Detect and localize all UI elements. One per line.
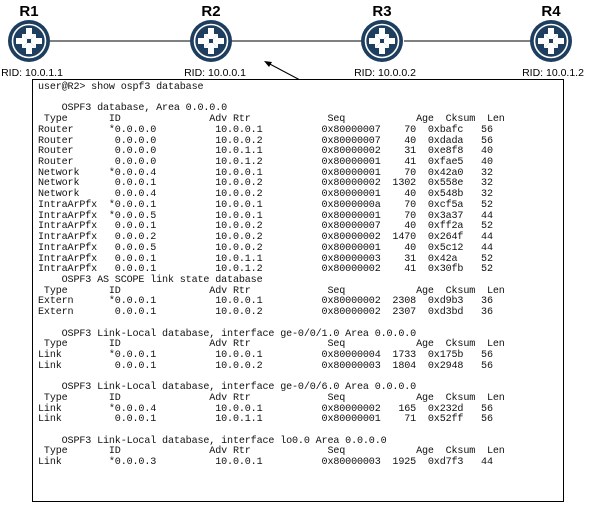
router-icon [8, 20, 50, 62]
cli-line: Router 0.0.0.0 10.0.1.1 0x80000002 31 0xe8f8 40 [38, 146, 493, 158]
cli-line: IntraArPfx *0.0.0.5 10.0.0.1 0x80000001 70 0x3a37 44 [38, 210, 493, 222]
cli-line: Extern *0.0.0.1 10.0.0.1 0x80000002 2308 0xd9b3 36 [38, 296, 493, 308]
cli-line: Network *0.0.0.4 10.0.0.1 0x80000001 70 0x42a0 32 [38, 167, 493, 179]
router-r3-name: R3 [372, 3, 392, 20]
cli-line: OSPF3 Link-Local database, interface lo0.0 Area 0.0.0.0 [38, 435, 387, 447]
cli-line: OSPF3 Link-Local database, interface ge-0/0/1.0 Area 0.0.0.0 [38, 328, 417, 340]
cli-line: Type ID Adv Rtr Seq Age Cksum Len [38, 339, 505, 351]
cli-line: Type ID Adv Rtr Seq Age Cksum Len [38, 392, 505, 404]
router-r4 [522, 3, 584, 79]
cli-line: IntraArPfx 0.0.0.1 10.0.0.2 0x80000007 40 0xff2a 52 [38, 221, 493, 233]
router-icon [530, 20, 572, 62]
cli-line: Network 0.0.0.4 10.0.0.2 0x80000001 40 0x548b 32 [38, 189, 493, 201]
router-icon [190, 20, 232, 62]
cli-line: Type ID Adv Rtr Seq Age Cksum Len [38, 114, 505, 126]
cli-line: OSPF3 Link-Local database, interface ge-0/0/6.0 Area 0.0.0.0 [38, 382, 417, 394]
pointer-arrowhead [264, 61, 272, 67]
cli-line: Extern 0.0.0.1 10.0.0.2 0x80000002 2307 0xd3bd 36 [38, 307, 493, 319]
cli-line: IntraArPfx 0.0.0.2 10.0.0.2 0x80000002 1470 0x264f 44 [38, 232, 493, 244]
cli-line: Type ID Adv Rtr Seq Age Cksum Len [38, 446, 505, 458]
cli-line: Link *0.0.0.3 10.0.0.1 0x80000003 1925 0xd7f3 44 [38, 457, 493, 469]
router-r3-rid: RID: 10.0.0.2 [354, 67, 416, 79]
router-r1-rid: RID: 10.0.1.1 [1, 67, 63, 79]
cli-line: IntraArPfx 0.0.0.1 10.0.1.1 0x80000003 31 0x42a 52 [38, 253, 493, 265]
pointer-arrow [266, 62, 300, 80]
cli-line: user@R2> show ospf3 database [38, 82, 204, 93]
cli-line: Network 0.0.0.1 10.0.0.2 0x80000002 1302 0x558e 32 [38, 178, 493, 190]
router-r2-rid: RID: 10.0.0.1 [184, 67, 246, 79]
cli-line: IntraArPfx 0.0.0.1 10.0.1.2 0x80000002 41 0x30fb 52 [38, 264, 493, 276]
cli-output [38, 83, 563, 469]
cli-line: IntraArPfx 0.0.0.5 10.0.0.2 0x80000001 40 0x5c12 44 [38, 242, 493, 254]
cli-line: Link *0.0.0.4 10.0.0.1 0x80000002 165 0x232d 56 [38, 403, 493, 415]
cli-line: Type ID Adv Rtr Seq Age Cksum Len [38, 285, 505, 297]
router-r4-rid: RID: 10.0.1.2 [522, 67, 584, 79]
cli-line: Link 0.0.0.1 10.0.1.1 0x80000001 71 0x52ff 56 [38, 414, 493, 426]
cli-line: Router 0.0.0.0 10.0.0.2 0x80000007 40 0xdada 56 [38, 135, 493, 147]
cli-line: Link 0.0.0.1 10.0.0.2 0x80000003 1804 0x2948 56 [38, 360, 493, 372]
router-r2-name: R2 [201, 3, 221, 20]
cli-line: IntraArPfx *0.0.0.1 10.0.0.1 0x8000000a 70 0xcf5a 52 [38, 199, 493, 211]
router-icon [361, 20, 403, 62]
router-r1-name: R1 [19, 3, 39, 20]
cli-line: OSPF3 database, Area 0.0.0.0 [38, 103, 228, 115]
router-r4-name: R4 [541, 3, 561, 20]
cli-line: Router 0.0.0.0 10.0.1.2 0x80000001 41 0xfae5 40 [38, 157, 493, 169]
cli-line: OSPF3 AS SCOPE link state database [38, 274, 263, 286]
cli-line: Router *0.0.0.0 10.0.0.1 0x80000007 70 0xbafc 56 [38, 124, 493, 136]
cli-output-box [32, 79, 564, 502]
cli-line: Link *0.0.0.1 10.0.0.1 0x80000004 1733 0x175b 56 [38, 349, 493, 361]
